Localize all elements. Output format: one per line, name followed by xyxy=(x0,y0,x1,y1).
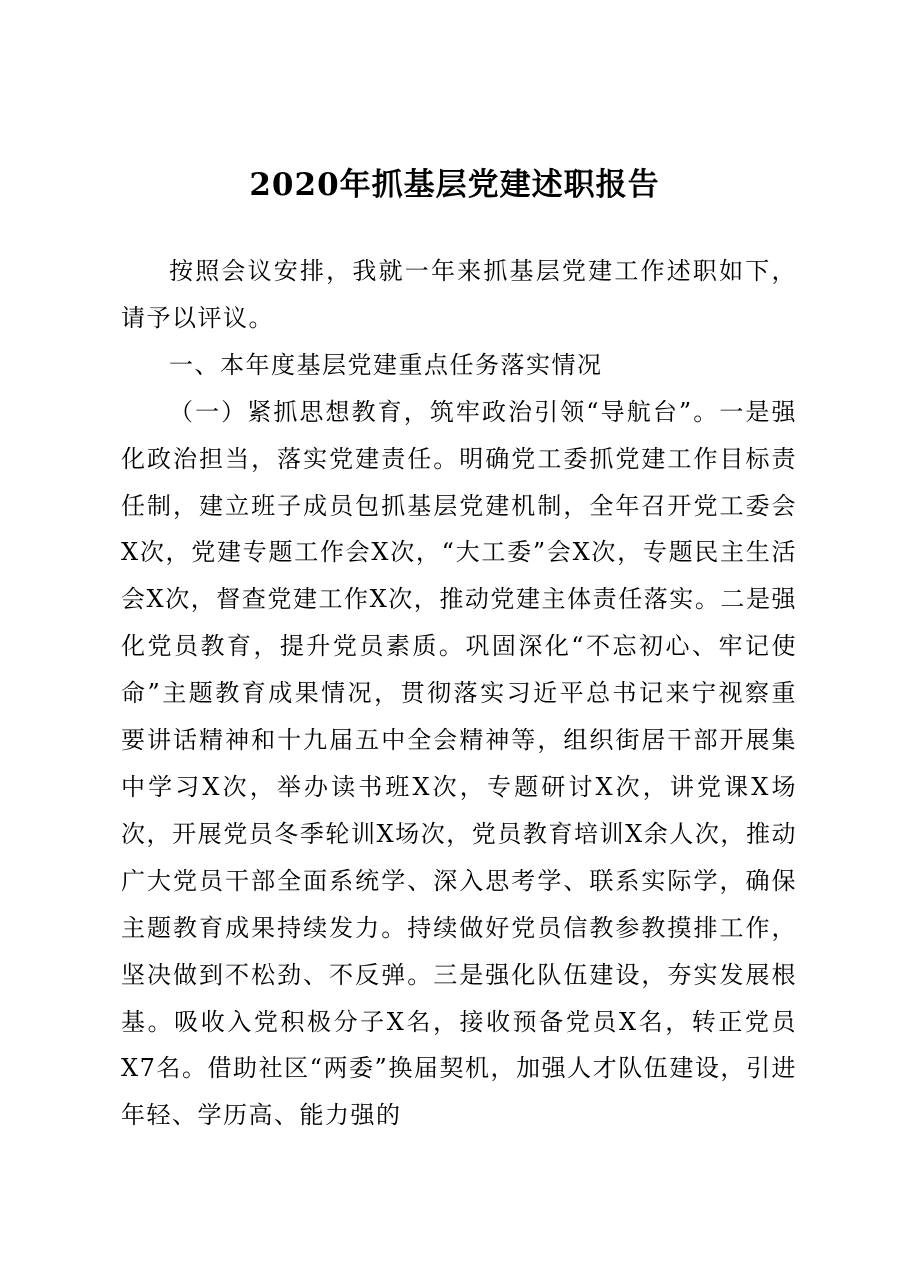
document-title: 2020年抓基层党建述职报告 xyxy=(249,167,660,203)
paragraph-intro: 按照会议安排，我就一年来抓基层党建工作述职如下，请予以评议。 xyxy=(121,257,797,332)
section-heading: 一、本年度基层党建重点任务落实情况 xyxy=(169,350,603,379)
paragraph-ideological-education: （一）紧抓思想教育，筑牢政治引领“导航台”。一是强化政治担当，落实党建责任。明确党工委抓党建工作目标责任制，建立班子成员包抓基层党建机制，全年召开党工委会X次，党建专题工作会X次，“大工委”会X次，专题民主生活会X次，督查党建工作X次，推动党建主体责任落实。二是强化党员教育，提升党员素质。巩固深化“不忘初心、牢记使命”主题教育成果情况，贯彻落实习近平总书记来宁视察重要讲话精神和十九届五中全会精神等，组织街居干部开展集中学习X次，举办读书班X次，专题研讨X次，讲党课X场次，开展党员冬季轮训X场次，党员教育培训X余人次，推动广大党员干部全面系统学、深入思考学、联系实际学，确保主题教育成果持续发力。持续做好党员信教参教摸排工作，坚决做到不松劲、不反弹。三是强化队伍建设，夯实发展根基。吸收入党积极分子X名，接收预备党员X名，转正党员X7名。借助社区“两委”换届契机，加强人才队伍建设，引进年轻、学历高、能力强的 xyxy=(121,397,797,1130)
document-body xyxy=(121,248,797,1139)
